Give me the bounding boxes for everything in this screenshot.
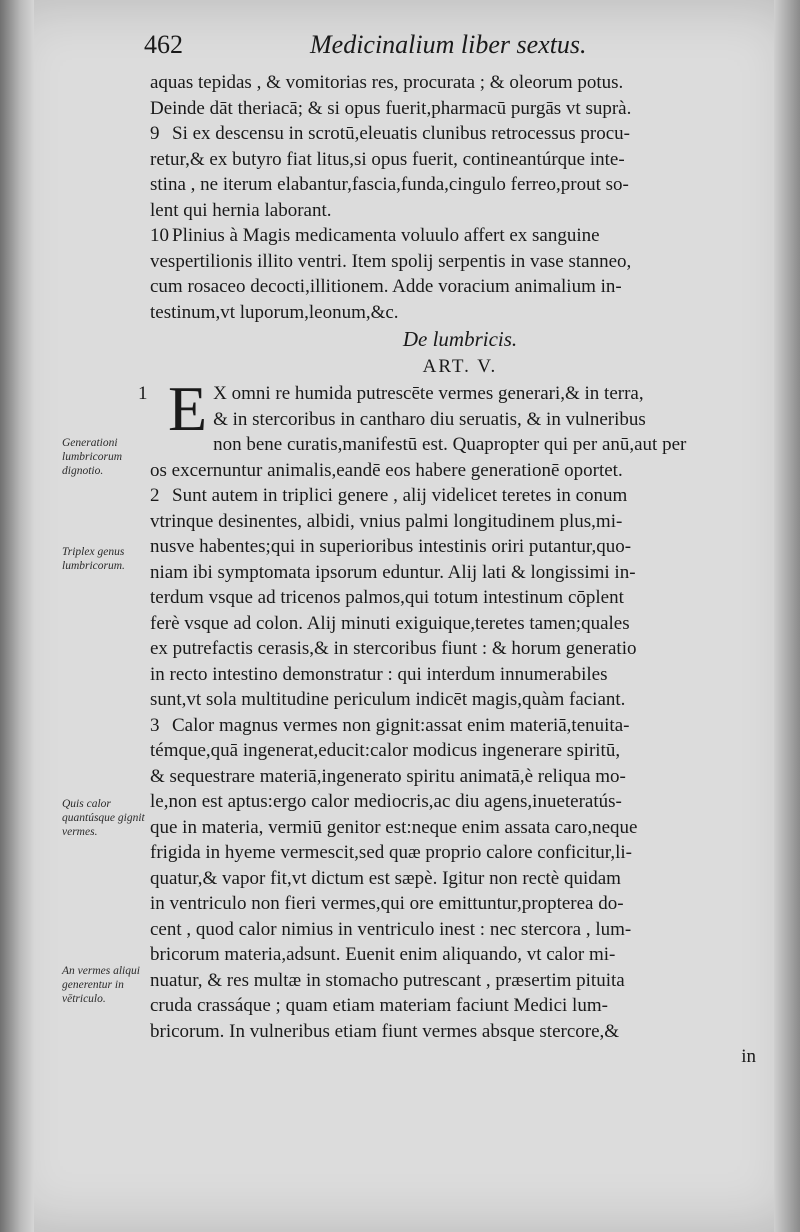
text-line: le,non est aptus:ergo calor mediocris,ac diu agens,inueteratús- [150, 791, 622, 812]
text-line: ferè vsque ad colon. Alij minuti exiguique,teretes tamen;quales [150, 612, 630, 634]
paragraph-1 [138, 373, 770, 483]
running-title: Medicinalium liber sextus. [310, 30, 587, 59]
text-line: niam ibi symptomata ipsorum eduntur. Alij lati & longissimi in- [150, 561, 636, 583]
text-line: bricorum materia,adsunt. Euenit enim aliquando, vt calor mi- [150, 944, 616, 965]
text-line: in ventriculo non fieri vermes,qui ore emittuntur,propterea do- [150, 893, 624, 914]
text-line: Deinde dāt theriacā; & si opus fuerit,pharmacū purgās vt suprà. [150, 97, 632, 119]
catchword: in [741, 1046, 756, 1067]
text-line: aquas tepidas , & vomitorias res, procurata ; & oleorum potus. [150, 72, 624, 93]
paragraph-number: 2 [150, 485, 160, 506]
text-line: retur,& ex butyro fiat litus,si opus fuerit, contineantúrque inte- [150, 148, 625, 170]
text-line: vespertilionis illito ventri. Item spolij serpentis in vase stanneo, [150, 250, 632, 272]
page-body [138, 70, 770, 1070]
text-line: testinum,vt luporum,leonum,&c. [150, 301, 399, 323]
text-line: non bene curatis,manifestū est. Quapropter qui per anū,aut per [213, 434, 687, 455]
text-line: bricorum. In vulneribus etiam fiunt vermes absque stercore,& [150, 1020, 620, 1042]
margin-note-calor: Quis calor quantúsque gignit vermes. [62, 798, 145, 838]
article-heading: ART. V. [422, 356, 498, 377]
margin-note-triplex: Triplex genus lumbricorum. [62, 546, 125, 572]
text-line: cruda crassáque ; quam etiam materiam faciunt Medici lum- [150, 995, 608, 1016]
text-line: cent , quod calor nimius in ventriculo inest : nec stercora , lum- [150, 918, 632, 940]
text-line: 2 Sunt autem in triplici genere , alij videlicet teretes in conum [150, 483, 770, 509]
text-line: 10 Plinius à Magis medicamenta voluulo affert ex sanguine [150, 223, 770, 249]
page-edge-shadow [774, 0, 800, 1232]
text-line: stina , ne iterum elabantur,fascia,funda,cingulo ferreo,prout so- [150, 174, 629, 195]
margin-note-ventriculo: An vermes aliqui generentur in vētriculo. [62, 965, 140, 1005]
text-line: 9 Si ex descensu in scrotū,eleuatis clunibus retrocessus procu- [150, 121, 770, 147]
text-line: lent qui hernia laborant. [150, 199, 332, 221]
margin-note-generation: Generationi lumbricorum dignotio. [62, 437, 123, 477]
text-line: que in materia, vermiū genitor est:neque enim assata caro,neque [150, 816, 638, 838]
paragraph-number: 3 [150, 714, 160, 736]
text-line: nusve habentes;qui in superioribus intestinis oriri putantur,quo- [150, 536, 632, 557]
drop-capital: E [168, 373, 208, 444]
text-line: cum rosaceo decocti,illitionem. Adde voracium animalium in- [150, 276, 622, 297]
text-line: quatur,& vapor fit,vt dictum est sæpè. Igitur non rectè quidam [150, 867, 621, 889]
text-line: in recto intestino demonstratur : qui interdum innumerabiles [150, 663, 608, 685]
text-line: terdum vsque ad tricenos palmos,qui totum intestinum cōplent [150, 587, 624, 608]
text-line: nuatur, & res multæ in stomacho putrescant , præsertim pituita [150, 969, 625, 991]
text-line: os excernuntur animalis,eandē eos habere generationē oportet. [150, 459, 623, 481]
paragraph-number: 1 [138, 383, 148, 404]
page-number: 462 [144, 30, 183, 59]
paragraph-number: 10 [150, 225, 169, 246]
text-line: vtrinque desinentes, albidi, vnius palmi longitudinem plus,mi- [150, 510, 623, 532]
page-header [140, 24, 660, 64]
text-line: & in stercoribus in cantharo diu seruatis, & in vulneribus [213, 408, 646, 430]
text-line: X omni re humida putrescēte vermes generari,& in terra, [213, 383, 644, 404]
text-line: frigida in hyeme vermescit,sed quæ proprio calore conficitur,li- [150, 842, 632, 863]
text-line: 3 Calor magnus vermes non gignit:assat enim materiā,tenuita- [150, 713, 770, 739]
text-line: témque,quā ingenerat,educit:calor modicus ingenerare spiritū, [150, 740, 621, 761]
section-title: De lumbricis. [402, 327, 518, 351]
page-gutter-shadow [0, 0, 34, 1232]
text-line: sunt,vt sola multitudine periculum indicēt magis,quàm faciant. [150, 689, 626, 710]
text-line: & sequestrare materiā,ingenerato spiritu animatā,è reliqua mo- [150, 765, 626, 787]
paragraph-number: 9 [150, 123, 160, 144]
text-line: ex putrefactis cerasis,& in stercoribus fiunt : & horum generatio [150, 638, 637, 659]
